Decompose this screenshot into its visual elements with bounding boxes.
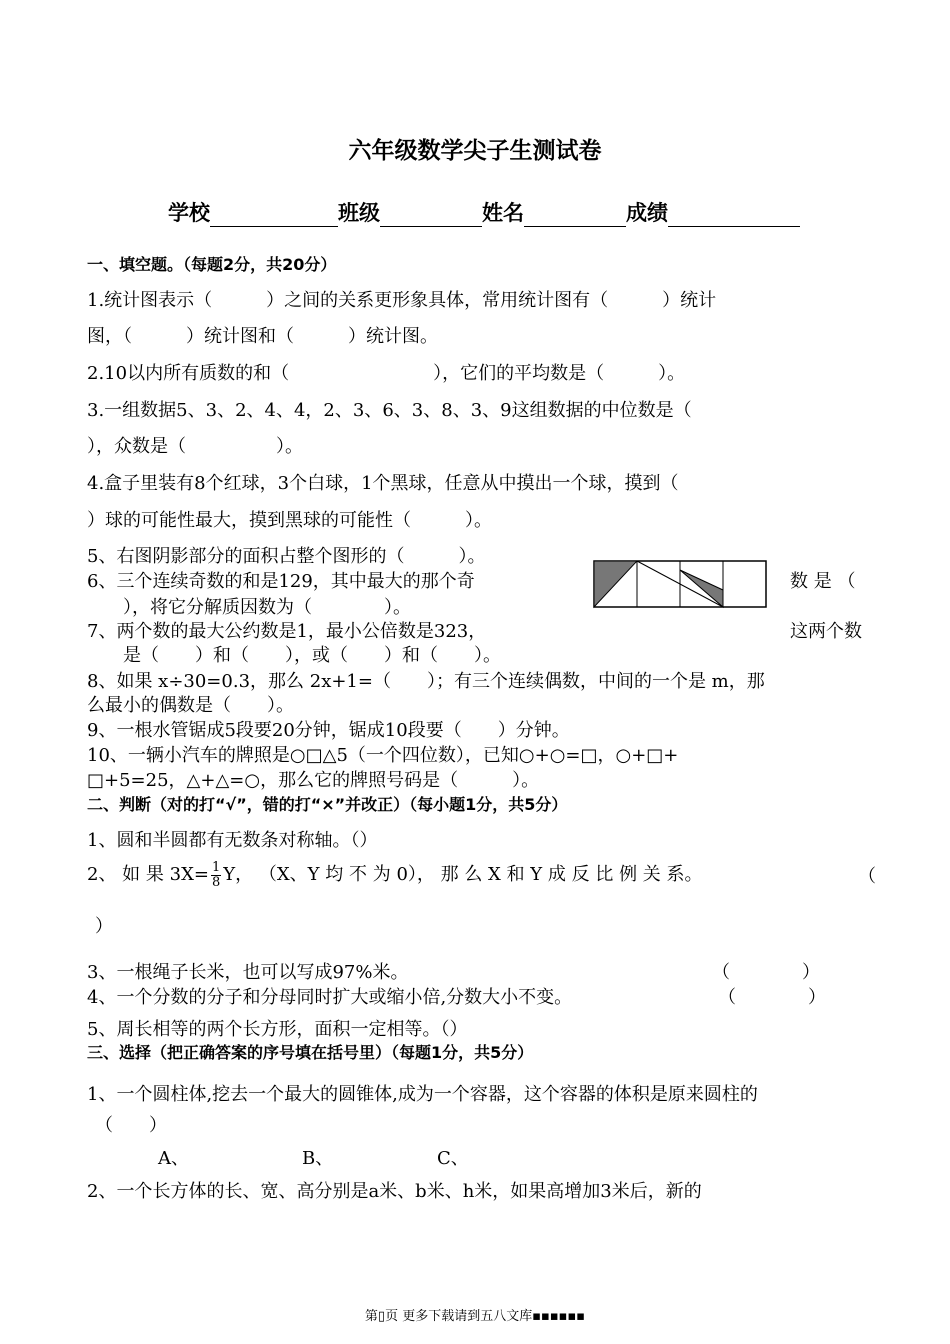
s1-q1-line1: 1.统计图表示（ ）之间的关系更形象具体，常用统计图有（ ）统计: [87, 290, 717, 311]
score-label: 成绩: [626, 201, 668, 225]
name-blank[interactable]: [524, 204, 626, 227]
s2-q4-paren: （ ）: [718, 987, 826, 1008]
fraction-numerator: 1: [211, 859, 221, 875]
s2-q3: 3、一根绳子长米，也可以写成97%米。: [87, 962, 409, 983]
s2-q2-pre: 2、 如 果 3X=: [87, 864, 209, 885]
s3-option-c: C、: [437, 1148, 469, 1169]
s3-option-b: B、: [302, 1148, 334, 1169]
s1-q3-line1: 3.一组数据5、3、2、4、4，2、3、6、3、8、3、9这组数据的中位数是（: [87, 400, 692, 421]
s2-q2-post: Y， （X、Y 均 不 为 0）， 那 么 X 和 Y 成 反 比 例 关 系。: [223, 864, 703, 885]
s2-q4: 4、一个分数的分子和分母同时扩大或缩小倍,分数大小不变。: [87, 987, 573, 1008]
section2-heading: 二、判断（对的打“√”，错的打“×”并改正）（每小题1分，共5分）: [87, 795, 568, 814]
s2-q2-paren-close: ）: [95, 916, 113, 937]
school-blank[interactable]: [210, 204, 338, 227]
page-title: 六年级数学尖子生测试卷: [348, 138, 602, 164]
s1-q6-line2: ），将它分解质因数为（ ）。: [87, 597, 411, 618]
s1-q4-line2: ）球的可能性最大，摸到黑球的可能性（ ）。: [87, 510, 492, 531]
name-label: 姓名: [482, 201, 524, 225]
s1-q8-line2: 么最小的偶数是（ ）。: [87, 695, 294, 716]
class-label: 班级: [338, 201, 380, 225]
s1-q1-line2: 图，（ ）统计图和（ ）统计图。: [87, 326, 438, 347]
s2-q1: 1、圆和半圆都有无数条对称轴。（）: [87, 830, 378, 851]
school-label: 学校: [168, 201, 210, 225]
s1-q5: 5、右图阴影部分的面积占整个图形的（ ）。: [87, 546, 486, 567]
info-line: [168, 197, 800, 227]
s1-q7-line2: 是（ ）和（ ），或（ ）和（ ）。: [87, 645, 501, 666]
s1-q2: 2.10以内所有质数的和（ ），它们的平均数是（ ）。: [87, 363, 686, 384]
s1-q10-line1: 10、一辆小汽车的牌照是○□△5（一个四位数），已知○+○=□，○+□+: [87, 745, 679, 766]
s1-q4-line1: 4.盒子里装有8个红球，3个白球，1个黑球，任意从中摸出一个球，摸到（: [87, 473, 679, 494]
s2-q5: 5、周长相等的两个长方形，面积一定相等。（）: [87, 1019, 468, 1040]
section3-heading: 三、选择（把正确答案的序号填在括号里）（每题1分，共5分）: [87, 1043, 534, 1062]
s1-q3-line2: ），众数是（ ）。: [87, 436, 303, 457]
s3-q2-line1: 2、一个长方体的长、宽、高分别是a米、b米、h米，如果高增加3米后，新的: [87, 1181, 702, 1202]
section1-heading: 一、填空题。（每题2分，共20分）: [87, 255, 337, 274]
s1-q6-line1a: 6、三个连续奇数的和是129，其中最大的那个奇: [87, 571, 475, 592]
s1-q9: 9、一根水管锯成5段要20分钟，锯成10段要（ ）分钟。: [87, 720, 570, 741]
s3-option-a: A、: [158, 1148, 189, 1169]
class-blank[interactable]: [380, 204, 482, 227]
page-footer: 第▯页 更多下载请到五八文库▪▪▪▪▪▪: [364, 1309, 586, 1324]
s2-q2: [87, 860, 703, 890]
fraction-denominator: 8: [211, 874, 221, 890]
s2-q3-paren: （ ）: [712, 962, 820, 983]
s1-q8-line1: 8、如果 x÷30=0.3，那么 2x+1=（ ）；有三个连续偶数，中间的一个是 m，那: [87, 671, 765, 692]
s1-q7-line1b: 这两个数: [790, 621, 862, 642]
s1-q6-line1b: 数 是 （: [790, 571, 856, 592]
fraction-one-eighth: [211, 861, 221, 890]
s2-q2-paren-open: （: [858, 866, 876, 887]
s1-q7-line1a: 7、两个数的最大公约数是1，最小公倍数是323，: [87, 621, 487, 642]
s3-q1-line2: （ ）: [95, 1115, 167, 1136]
score-blank[interactable]: [668, 204, 800, 227]
shaded-area-figure: [593, 560, 769, 610]
s3-q1-line1: 1、一个圆柱体,挖去一个最大的圆锥体,成为一个容器，这个容器的体积是原来圆柱的: [87, 1084, 758, 1105]
s1-q10-line2: □+5=25，△+△=○，那么它的牌照号码是（ ）。: [87, 770, 540, 791]
